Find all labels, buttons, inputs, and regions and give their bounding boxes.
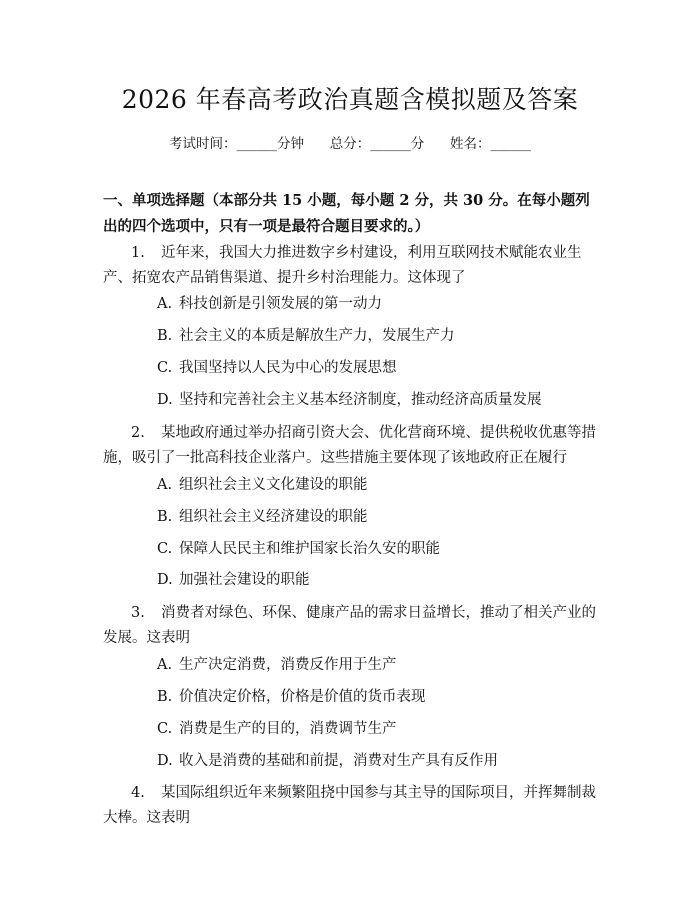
question-number: 2. — [131, 425, 145, 441]
option-text: 社会主义的本质是解放生产力，发展生产力 — [179, 328, 455, 344]
question-3-option-a[interactable] — [157, 654, 397, 676]
question-1-option-b[interactable] — [157, 325, 455, 347]
question-2-option-d[interactable] — [157, 569, 310, 591]
option-text: 科技创新是引领发展的第一动力 — [179, 296, 382, 312]
option-text: 组织社会主义经济建设的职能 — [179, 509, 368, 525]
option-letter: A. — [157, 477, 173, 493]
exam-time-label: 考试时间：______分钟 — [169, 136, 304, 152]
option-text: 价值决定价格，价格是价值的货币表现 — [179, 689, 426, 705]
option-letter: B. — [157, 328, 173, 344]
question-text: 消费者对绿色、环保、健康产品的需求日益增长，推动了相关产业的发展。这表明 — [103, 605, 596, 646]
option-letter: B. — [157, 689, 173, 705]
question-number: 4. — [131, 785, 145, 801]
question-1-option-c[interactable] — [157, 357, 397, 379]
option-letter: D. — [157, 572, 173, 588]
option-text: 生产决定消费，消费反作用于生产 — [179, 657, 397, 673]
question-2-option-b[interactable] — [157, 506, 368, 528]
option-text: 加强社会建设的职能 — [179, 572, 310, 588]
option-letter: C. — [157, 541, 173, 557]
option-letter: B. — [157, 509, 173, 525]
question-text: 某国际组织近年来频繁阻挠中国参与其主导的国际项目，并挥舞制裁大棒。这表明 — [103, 785, 596, 826]
page-title: 2026 年春高考政治真题含模拟题及答案 — [121, 85, 579, 114]
total-score-label: 总分：______分 — [329, 136, 425, 152]
question-4-stem — [103, 781, 600, 831]
option-text: 组织社会主义文化建设的职能 — [179, 477, 368, 493]
question-2-stem — [103, 421, 600, 471]
option-text: 我国坚持以人民为中心的发展思想 — [179, 360, 397, 376]
question-1-stem — [103, 241, 600, 291]
question-2-option-c[interactable] — [157, 538, 440, 560]
option-text: 保障人民民主和维护国家长治久安的职能 — [179, 541, 440, 557]
option-text: 收入是消费的基础和前提，消费对生产具有反作用 — [179, 753, 498, 769]
question-3-stem — [103, 601, 600, 651]
exam-meta — [0, 132, 700, 152]
option-letter: D. — [157, 753, 173, 769]
option-letter: D. — [157, 392, 173, 408]
option-letter: C. — [157, 721, 173, 737]
option-letter: A. — [157, 296, 173, 312]
student-name-label: 姓名：______ — [450, 136, 531, 152]
option-letter: C. — [157, 360, 173, 376]
question-text: 某地政府通过举办招商引资大会、优化营商环境、提供税收优惠等措施，吸引了一批高科技企业落户。这些措施主要体现了该地政府正在履行 — [103, 425, 596, 466]
question-1-option-d[interactable] — [157, 389, 542, 411]
question-3-option-b[interactable] — [157, 686, 426, 708]
option-letter: A. — [157, 657, 173, 673]
section-heading: 一、单项选择题（本部分共 15 小题，每小题 2 分，共 30 分。在每小题列出的四个选项中，只有一项是最符合题目要求的。） — [103, 192, 590, 235]
question-number: 1. — [131, 245, 145, 261]
question-1-option-a[interactable] — [157, 293, 382, 315]
question-3-option-d[interactable] — [157, 750, 498, 772]
option-text: 坚持和完善社会主义基本经济制度，推动经济高质量发展 — [179, 392, 542, 408]
option-text: 消费是生产的目的，消费调节生产 — [179, 721, 397, 737]
question-number: 3. — [131, 605, 145, 621]
question-text: 近年来，我国大力推进数字乡村建设，利用互联网技术赋能农业生产、拓宽农产品销售渠道、提升乡村治理能力。这体现了 — [103, 245, 582, 286]
question-3-option-c[interactable] — [157, 718, 397, 740]
question-2-option-a[interactable] — [157, 474, 368, 496]
